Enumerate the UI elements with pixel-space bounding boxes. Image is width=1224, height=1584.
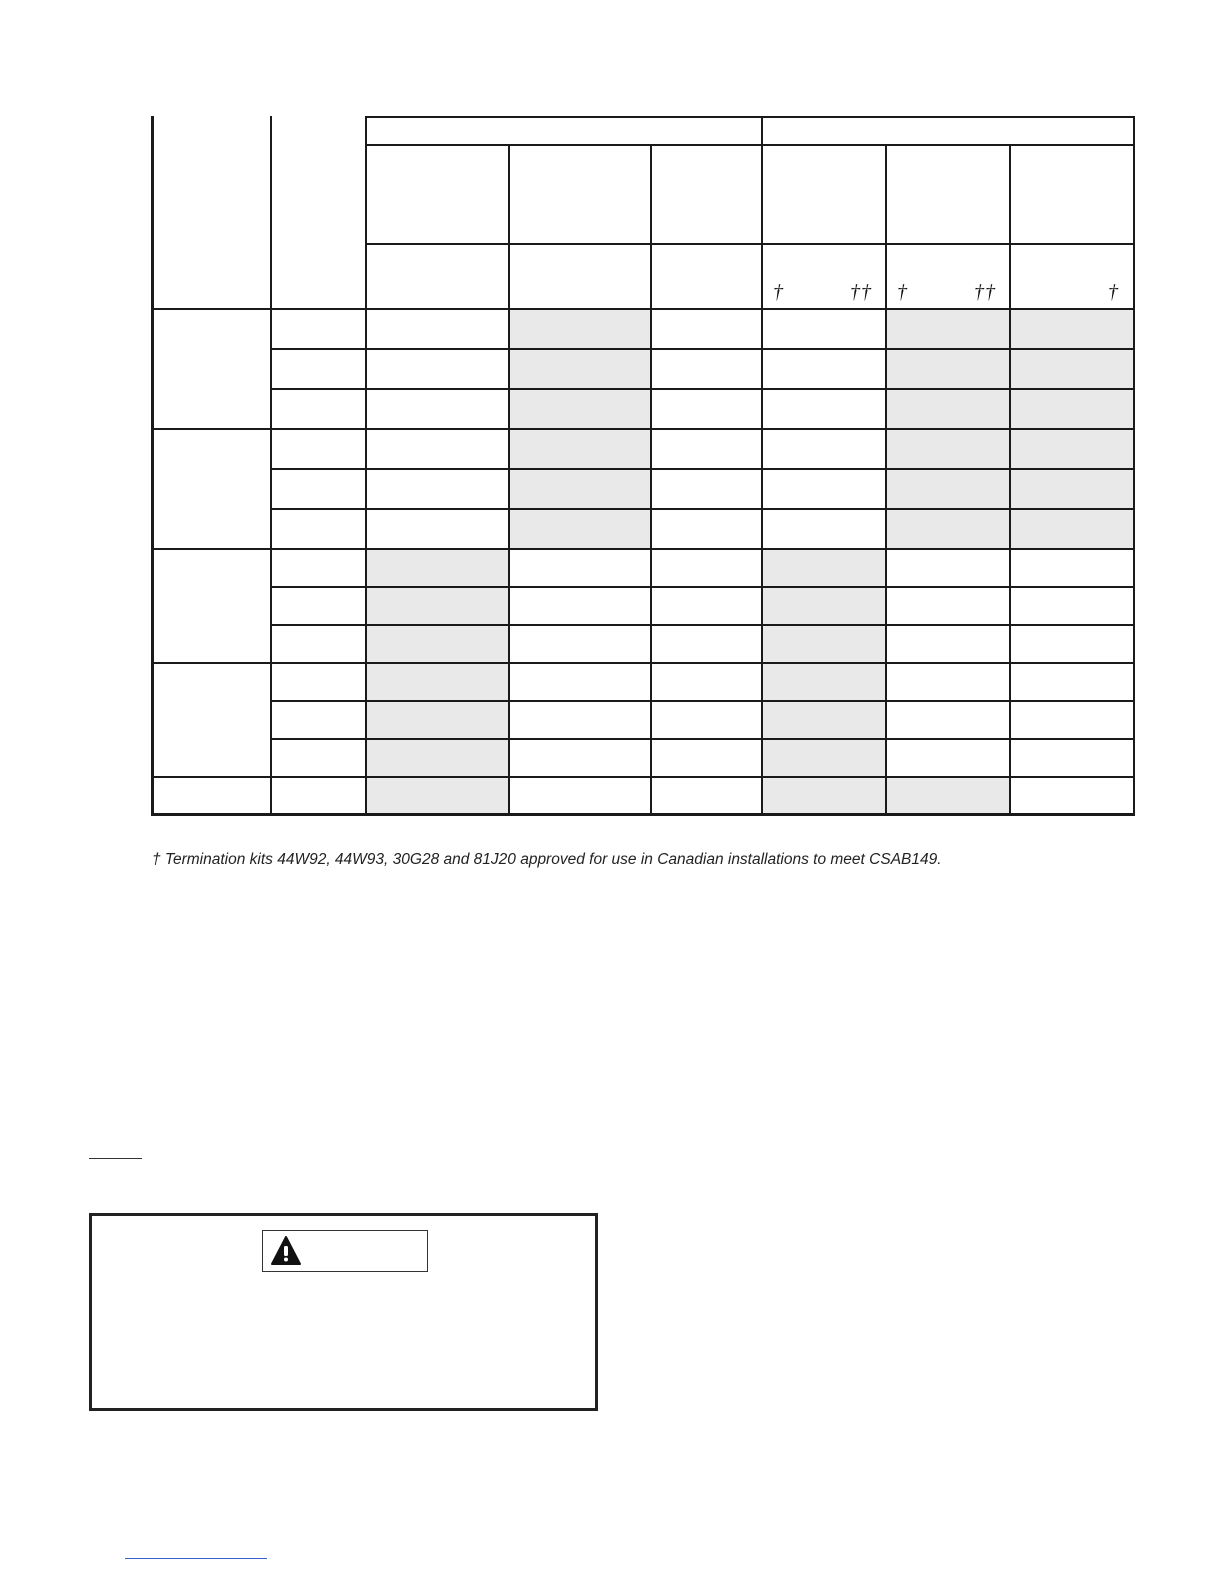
table-gridline — [271, 700, 1135, 702]
table-gridline — [366, 116, 1135, 118]
table-cell — [366, 777, 509, 815]
table-cell — [762, 309, 886, 349]
dagger-mark: † — [1108, 281, 1119, 303]
table-cell — [509, 469, 651, 509]
table-cell — [651, 587, 762, 625]
table-cell — [762, 701, 886, 739]
table-gridline — [271, 586, 1135, 588]
table-cell — [886, 509, 1010, 549]
table-cell — [651, 509, 762, 549]
table-cell — [509, 701, 651, 739]
table-cell — [509, 625, 651, 663]
table-cell — [651, 663, 762, 701]
table-cell — [886, 549, 1010, 587]
table-cell — [1010, 389, 1135, 429]
table-gridline — [151, 776, 1135, 778]
table-cell — [366, 429, 509, 469]
table-cell — [762, 389, 886, 429]
header-cell-model — [151, 116, 271, 309]
table-cell — [1010, 625, 1135, 663]
table-cell — [651, 469, 762, 509]
table-cell — [1010, 777, 1135, 815]
table-cell — [651, 701, 762, 739]
table-cell — [1010, 509, 1135, 549]
table-gridline — [271, 738, 1135, 740]
table-cell — [651, 389, 762, 429]
table-gridline — [366, 144, 1135, 146]
table-cell — [366, 549, 509, 587]
header-group-right — [762, 116, 1135, 145]
table-cell — [651, 625, 762, 663]
warning-box — [89, 1213, 598, 1411]
table-gridline — [508, 145, 510, 815]
table-cell — [1010, 309, 1135, 349]
header-group-left — [366, 116, 762, 145]
table-cell — [1010, 349, 1135, 389]
table-cell — [651, 739, 762, 777]
table-cell — [1010, 549, 1135, 587]
table-cell — [366, 701, 509, 739]
table-cell — [366, 509, 509, 549]
table-cell — [762, 349, 886, 389]
table-gridline — [151, 116, 154, 815]
table-cell — [366, 469, 509, 509]
table-cell — [366, 389, 509, 429]
table-gridline — [151, 813, 1135, 815]
dagger-mark: † — [897, 281, 908, 303]
table-gridline — [1133, 116, 1135, 815]
table-cell — [509, 349, 651, 389]
table-cell — [509, 429, 651, 469]
table-cell — [366, 349, 509, 389]
table-cell — [762, 509, 886, 549]
table-cell — [509, 587, 651, 625]
section-rule — [89, 1158, 142, 1159]
table-cell — [762, 625, 886, 663]
table-cell — [366, 309, 509, 349]
table-cell — [762, 777, 886, 815]
table-cell — [366, 587, 509, 625]
table-gridline — [761, 116, 763, 815]
table-gridline — [271, 348, 1135, 350]
table-gridline — [650, 145, 652, 815]
table-cell — [886, 587, 1010, 625]
table-cell — [886, 389, 1010, 429]
table-cell — [1010, 587, 1135, 625]
link-underline — [125, 1558, 267, 1559]
termination-kit-table — [151, 116, 1135, 815]
table-cell — [762, 587, 886, 625]
table-cell — [509, 739, 651, 777]
table-cell — [509, 777, 651, 815]
table-cell — [762, 739, 886, 777]
table-cell — [886, 663, 1010, 701]
table-cell — [366, 739, 509, 777]
table-cell — [886, 309, 1010, 349]
table-cell — [651, 349, 762, 389]
table-cell — [651, 549, 762, 587]
table-cell — [886, 739, 1010, 777]
table-gridline — [885, 145, 887, 815]
table-cell — [886, 349, 1010, 389]
warning-label — [262, 1230, 428, 1272]
table-cell — [886, 429, 1010, 469]
table-gridline — [151, 308, 1135, 310]
table-gridline — [151, 662, 1135, 664]
table-cell — [366, 625, 509, 663]
table-gridline — [366, 243, 1135, 245]
table-cell — [762, 429, 886, 469]
table-cell — [886, 469, 1010, 509]
table-footnote: † Termination kits 44W92, 44W93, 30G28 and 81J20 approved for use in Canadian installations to meet CSAB149. — [152, 851, 942, 868]
table-cell — [1010, 469, 1135, 509]
table-gridline — [271, 508, 1135, 510]
table-cell — [1010, 429, 1135, 469]
table-cell — [509, 389, 651, 429]
dagger-mark: † — [773, 281, 784, 303]
table-cell — [1010, 739, 1135, 777]
table-gridline — [365, 116, 367, 815]
table-cell — [651, 309, 762, 349]
header-cell-size — [271, 116, 366, 309]
table-cell — [762, 469, 886, 509]
table-cell — [366, 663, 509, 701]
table-gridline — [151, 428, 1135, 430]
table-gridline — [151, 548, 1135, 550]
table-gridline — [271, 388, 1135, 390]
table-cell — [886, 777, 1010, 815]
table-cell — [1010, 663, 1135, 701]
table-cell — [651, 777, 762, 815]
table-cell — [509, 549, 651, 587]
table-cell — [509, 309, 651, 349]
table-cell — [886, 625, 1010, 663]
table-cell — [762, 549, 886, 587]
warning-triangle-icon — [270, 1235, 302, 1267]
table-cell — [1010, 701, 1135, 739]
table-cell — [509, 509, 651, 549]
table-cell — [886, 701, 1010, 739]
table-gridline — [270, 116, 272, 815]
table-gridline — [271, 468, 1135, 470]
table-cell — [762, 663, 886, 701]
double-dagger-mark: †† — [850, 281, 872, 303]
table-gridline — [1009, 145, 1011, 815]
table-cell — [509, 663, 651, 701]
table-gridline — [271, 624, 1135, 626]
table-cell — [651, 429, 762, 469]
double-dagger-mark: †† — [974, 281, 996, 303]
